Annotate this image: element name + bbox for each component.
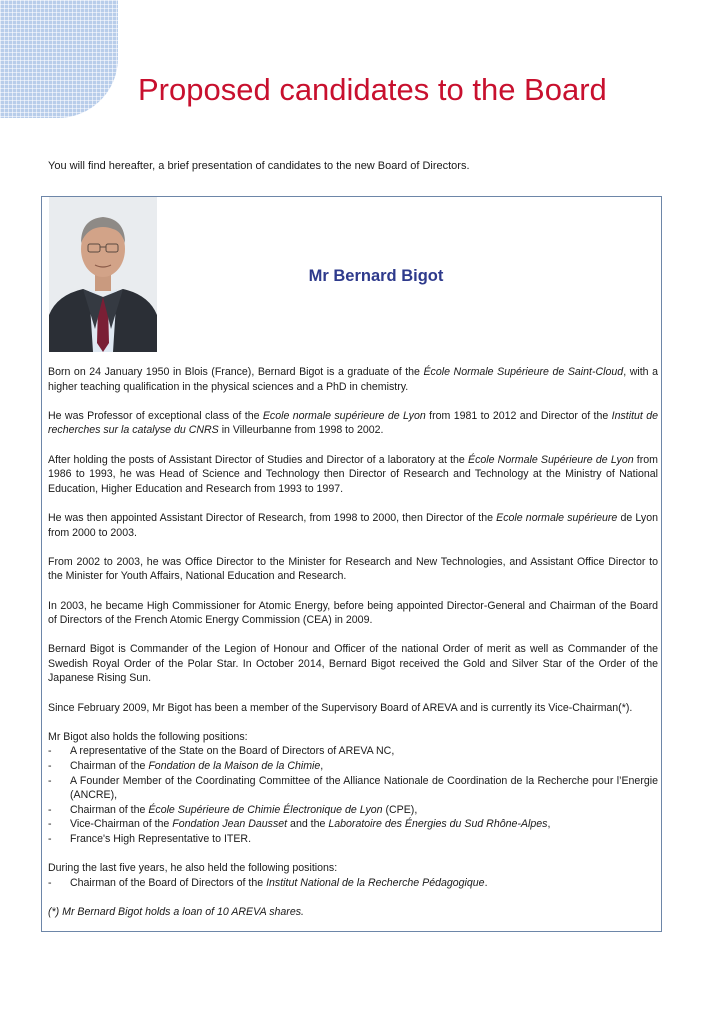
bio-text: Vice-Chairman of the [70,818,173,831]
candidate-card [41,196,662,932]
bio-paragraph: In 2003, he became High Commissioner for Atomic Energy, before being appointed Director-General and Chairman of the Board of Directors of the French Atomic Energy Commission (CEA) in 2009. [48,599,658,627]
bio-text: . [484,876,488,889]
bio-paragraph: Bernard Bigot is Commander of the Legion of Honour and Officer of the national Order of merit as well as Commander of the Swedish Royal Order of the Polar Star. In October 2014, Bernard Bigot received the Gold and Silver Star of the Order of the Japanese Rising Sun. [48,643,658,685]
list-item [48,803,658,818]
institution-name: Fondation de la Maison de la Chimie [148,760,321,773]
bio-text: (CPE), [382,803,418,816]
list-item [48,759,658,774]
bio-paragraph: From 2002 to 2003, he was Office Director to the Minister for Research and New Technologies, and Assistant Office Director to the Minister for Youth Affairs, National Education and Research. [48,555,658,583]
bio-paragraph [48,453,658,497]
candidate-name: Mr Bernard Bigot [308,267,444,285]
institution-name: Institut de recherches sur la catalyse du CNRS [48,409,659,437]
bio-text: , [320,760,324,773]
institution-name: École Supérieure de Chimie Électronique de Lyon [148,803,383,816]
bio-paragraph [48,365,658,394]
bio-paragraph: Since February 2009, Mr Bigot has been a member of the Supervisory Board of AREVA and is currently its Vice-Chairman(*). [48,701,633,714]
institution-name: École Normale Supérieure de Saint-Cloud [423,366,624,378]
past-positions-heading: During the last five years, he also held the following positions: [48,862,338,875]
intro-text: You will find hereafter, a brief presentation of candidates to the new Board of Directors. [48,160,470,172]
current-positions-list [48,744,658,846]
bio-text: He was Professor of exceptional class of the [48,409,263,422]
candidate-biography [48,365,658,920]
list-item: - France's High Representative to ITER. [48,832,658,847]
bio-text: from 1986 to 1993, he was Head of Science and Technology then Director of Research and Technology at the Ministry of National Education, Higher Education and Research from 1993 to 1997. [48,453,658,495]
page-title: Proposed candidates to the Board [138,72,607,107]
bio-text: from 1981 to 2012 and Director of the [425,409,612,422]
candidate-photo [49,197,157,352]
positions-heading: Mr Bigot also holds the following positions: [48,730,248,743]
bio-paragraph [48,409,658,438]
list-item [48,817,658,832]
bio-text: Chairman of the [70,803,149,816]
institution-name: Fondation Jean Dausset [172,818,288,831]
institution-name: Ecole normale supérieure [496,511,618,524]
bio-paragraph [48,511,658,540]
bio-text: in Villeurbanne from 1998 to 2002. [218,424,384,437]
bio-text: , with a higher teaching qualification in the physical sciences and a PhD in chemistry. [48,366,658,393]
list-item: - A Founder Member of the Coordinating Committee of the Alliance Nationale de Coordination de la Recherche pour l’Energie (ANCRE), [48,774,658,803]
institution-name: Ecole normale supérieure de Lyon [262,409,426,422]
bio-text: Chairman of the Board of Directors of the [70,876,267,889]
bio-text: After holding the posts of Assistant Director of Studies and Director of a laboratory at the [48,453,468,466]
bio-text: and the [287,818,329,831]
corner-decoration [0,0,118,118]
institution-name: Laboratoire des Énergies du Sud Rhône-Alpes [328,818,548,831]
bio-text: Born on 24 January 1950 in Blois (France), Bernard Bigot is a graduate of the [48,366,424,378]
institution-name: Institut National de la Recherche Pédagogique [266,876,485,889]
list-item: - A representative of the State on the Board of Directors of AREVA NC, [48,744,658,759]
footnote: (*) Mr Bernard Bigot holds a loan of 10 AREVA shares. [48,905,304,918]
bio-text: , [547,818,551,831]
list-item [48,876,658,891]
institution-name: École Normale Supérieure de Lyon [468,453,634,466]
bio-text: He was then appointed Assistant Director of Research, from 1998 to 2000, then Director of the [48,511,497,524]
past-positions-list [48,876,658,891]
bio-text: de Lyon from 2000 to 2003. [48,511,659,539]
bio-text: Chairman of the [70,760,149,773]
